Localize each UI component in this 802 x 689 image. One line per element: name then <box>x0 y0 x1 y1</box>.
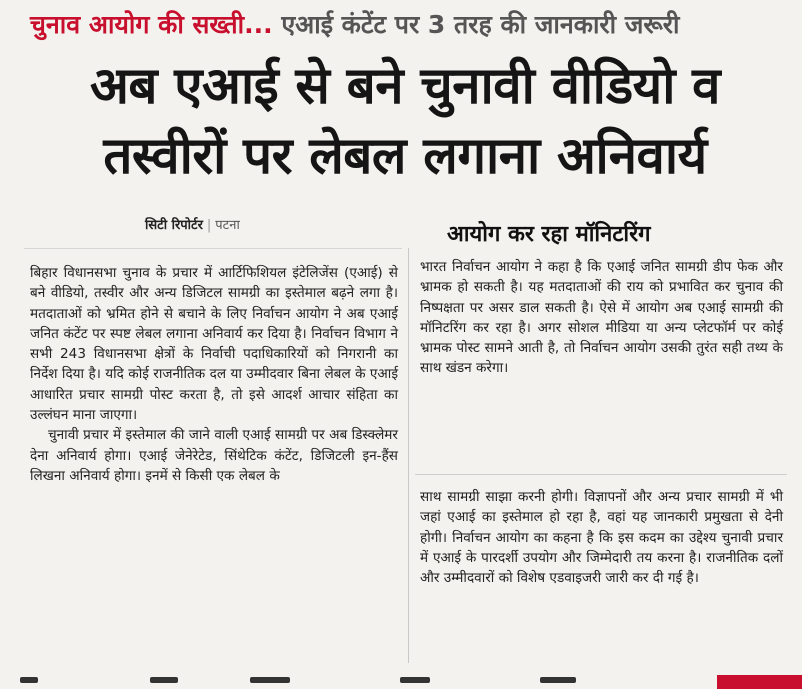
byline-separator: | <box>206 218 212 233</box>
next-article-strip <box>0 675 802 689</box>
byline-city: पटना <box>215 218 240 233</box>
byline <box>145 216 240 236</box>
left-paragraph-1: बिहार विधानसभा चुनाव के प्रचार में आर्टिफिशियल इंटेलिजेंस (एआई) से बने वीडियो, तस्वीर और अन्य डिजिटल सामग्री का इस्तेमाल बढ़ने लगा है। मतदाताओं को भ्रमित होने से बचाने के लिए निर्वाचन आयोग ने अब एआई जनित कंटेंट पर स्पष्ट लेबल लगाना अनिवार्य कर दिया है। निर्वाचन विभाग ने सभी 243 विधानसभा क्षेत्रों के निर्वाची पदाधिकारियों को निगरानी का निर्देश दिया है। यदि कोई राजनीतिक दल या उम्मीदवार बिना लेबल के एआई आधारित प्रचार सामग्री पोस्ट करता है, तो इसे आदर्श आचार संहिता का उल्लंघन माना जाएगा। <box>30 265 398 424</box>
left-column <box>30 263 398 486</box>
kicker <box>30 8 790 42</box>
byline-reporter: सिटी रिपोर्टर <box>145 218 203 233</box>
right-paragraph-bottom: साथ सामग्री साझा करनी होगी। विज्ञापनों और अन्य प्रचार सामग्री में भी जहां एआई का इस्तेमाल हो रहा है, वहां यह जानकारी प्रमुखता से देनी होगी। निर्वाचन आयोग का कहना है कि इस कदम का उद्देश्य चुनावी प्रचार में एआई के पारदर्शी उपयोग और जिम्मेदारी तय करना है। राजनीतिक दलों और उम्मीदवारों को विशेष एडवाइजरी जारी कर दी गई है। <box>420 489 783 587</box>
column-divider <box>408 248 409 663</box>
headline-line-2: तस्वीरों पर लेबल लगाना अनिवार्य <box>103 127 707 186</box>
strip-fragment <box>20 677 38 683</box>
left-paragraph-2: चुनावी प्रचार में इस्तेमाल की जाने वाली एआई सामग्री पर अब डिस्क्लेमर देना अनिवार्य होगा। एआई जेनेरेटेड, सिंथेटिक कंटेंट, डिजिटली इन-हैंस लिखना अनिवार्य होगा। इनमें से किसी एक लेबल के <box>30 427 398 484</box>
headline <box>20 52 790 192</box>
strip-fragment <box>400 677 430 683</box>
headline-line-1: अब एआई से बने चुनावी वीडियो व <box>89 57 721 116</box>
right-paragraph-top: भारत निर्वाचन आयोग ने कहा है कि एआई जनित सामग्री डीप फेक और भ्रामक हो सकती है। यह मतदाताओं की राय को प्रभावित कर चुनाव की निष्पक्षता पर असर डाल सकती है। ऐसे में आयोग अब एआई सामग्री की मॉनिटरिंग कर रहा है। अगर सोशल मीडिया या अन्य प्लेटफॉर्म पर कोई भ्रामक पोस्ट सामने आती है, तो निर्वाचन आयोग उसकी तुरंत सही तथ्य के साथ खंडन करेगा। <box>420 259 783 377</box>
strip-red-block <box>717 675 802 689</box>
subhead: आयोग कर रहा मॉनिटरिंग <box>447 222 651 247</box>
strip-fragment <box>150 677 178 683</box>
divider-right <box>415 474 787 475</box>
divider-top <box>24 248 402 249</box>
strip-fragment <box>250 677 290 683</box>
kicker-text: एआई कंटेंट पर 3 तरह की जानकारी जरूरी <box>281 10 680 39</box>
right-column-bottom <box>420 487 783 588</box>
kicker-highlight: चुनाव आयोग की सख्ती... <box>30 10 273 39</box>
strip-fragment <box>540 677 576 683</box>
right-column-top <box>420 257 783 379</box>
